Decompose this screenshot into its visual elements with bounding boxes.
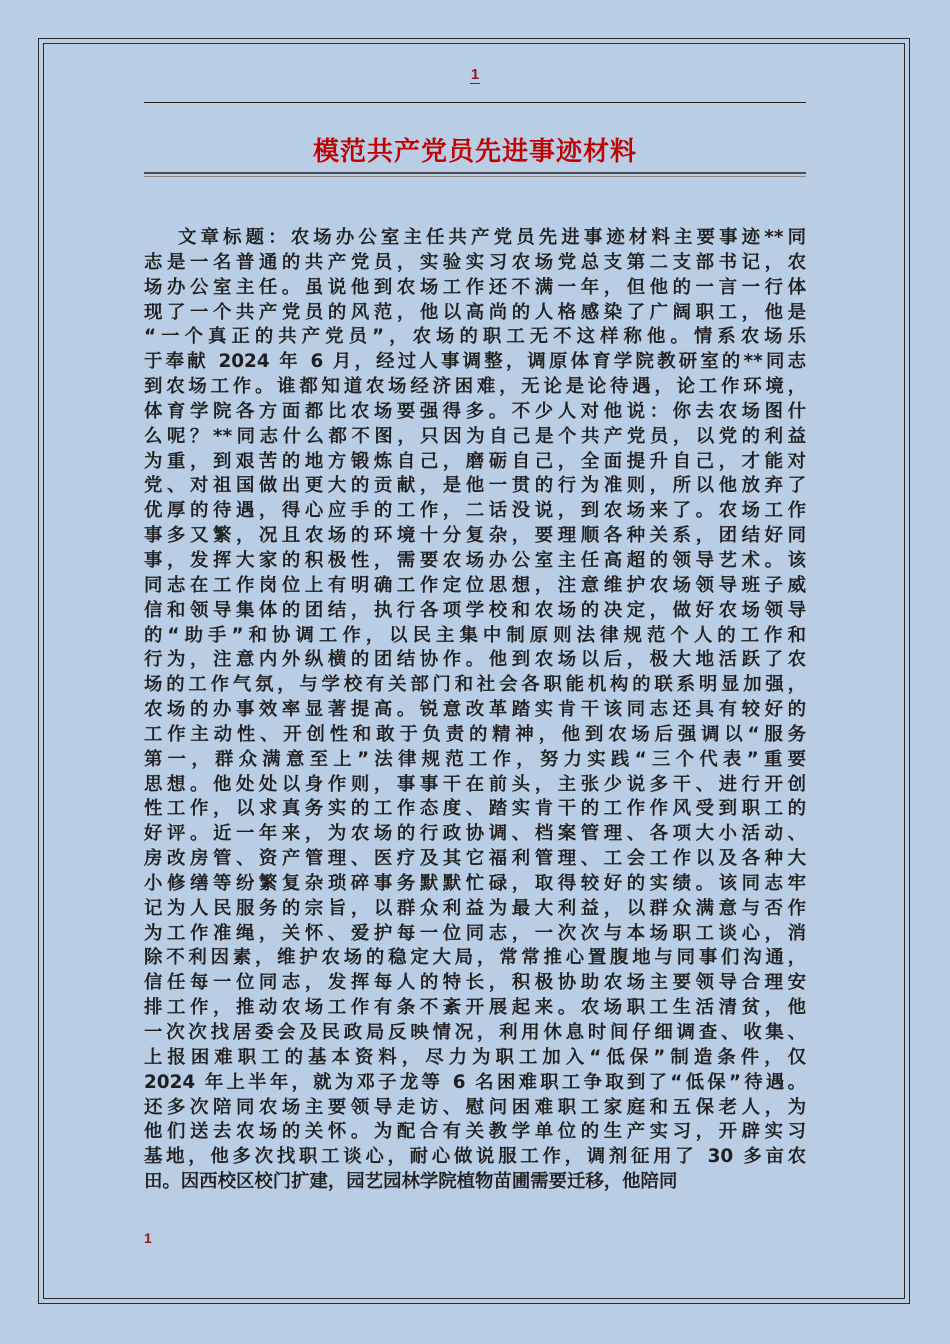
body-line: 信任每一位同志，发挥每人的特长，积极协助农场主要领导合理安 [144, 972, 806, 994]
footer-page-number: 1 [144, 1230, 152, 1246]
body-line: 除不利因素，维护农场的稳定大局，常常推心置腹地与同事们沟通， [144, 947, 806, 969]
body-line: 么呢？**同志什么都不图，只因为自己是个共产党员，以党的利益 [144, 425, 806, 447]
body-line: 行为，注意内外纵横的团结协作。他到农场以后，极大地活跃了农 [144, 649, 806, 671]
title-rule-secondary [144, 176, 806, 177]
body-line: 体育学院各方面都比农场要强得多。不少人对他说：你去农场图什 [144, 400, 806, 422]
header-rule [144, 102, 806, 103]
body-line: 为重，到艰苦的地方锻炼自己，磨砺自己，全面提升自己，才能对 [144, 450, 806, 472]
body-line: 现了一个共产党员的风范，他以高尚的人格感染了广阔职工，他是 [144, 301, 806, 323]
body-line: 房改房管、资产管理、医疗及其它福利管理、工会工作以及各种大 [144, 848, 806, 870]
body-line: 好评。近一年来，为农场的行政协调、档案管理、各项大小活动、 [144, 823, 806, 845]
body-line: 田。因西校区校门扩建，园艺园林学院植物苗圃需要迁移，他陪同 [144, 1171, 678, 1193]
body-line: 党、对祖国做出更大的贡献，是他一贯的行为准则，所以他放弃了 [144, 475, 806, 497]
body-line: 志是一名普通的共产党员，实验实习农场党总支第二支部书记，农 [144, 251, 806, 273]
title-rule [144, 172, 806, 174]
body-line: 优厚的待遇，得心应手的工作，二话没说，到农场来了。农场工作 [144, 500, 806, 522]
body-line: 场的工作气氛，与学校有关部门和社会各职能机构的联系明显加强， [144, 674, 806, 696]
body-line: “一个真正的共产党员”，农场的职工无不这样称他。情系农场乐 [144, 326, 806, 348]
body-line: 于奉献 2024 年 6 月，经过人事调整，调原体育学院教研室的**同志 [144, 351, 806, 373]
body-line: 事多又繁，况且农场的环境十分复杂，要理顺各种关系，团结好同 [144, 525, 806, 547]
body-line: 排工作，推动农场工作有条不紊开展起来。农场职工生活清贫，他 [144, 997, 806, 1019]
body-line: 为工作准绳，关怀、爱护每一位同志，一次次与本场职工谈心，消 [144, 922, 806, 944]
body-line: 事，发挥大家的积极性，需要农场办公室主任高超的领导艺术。该 [144, 549, 806, 571]
body-line: 记为人民服务的宗旨，以群众利益为最大利益，以群众满意与否作 [144, 897, 806, 919]
body-line: 上报困难职工的基本资料，尽力为职工加入“低保”制造条件，仅 [144, 1046, 806, 1068]
body-line: 一次次找居委会及民政局反映情况，利用休息时间仔细调查、收集、 [144, 1022, 806, 1043]
body-line: 的“助手”和协调工作，以民主集中制原则法律规范个人的工作和 [144, 624, 806, 646]
body-line: 第一，群众满意至上”法律规范工作，努力实践“三个代表”重要 [144, 748, 806, 770]
body-line: 他们送去农场的关怀。为配合有关教学单位的生产实习，开辟实习 [144, 1121, 806, 1143]
body-line: 小修缮等纷繁复杂琐碎事务默默忙碌，取得较好的实绩。该同志牢 [144, 872, 806, 894]
document-body [144, 226, 806, 1195]
header-page-number-text: 1 [470, 66, 480, 83]
header-page-number [0, 66, 950, 83]
body-line: 还多次陪同农场主要领导走访、慰问困难职工家庭和五保老人，为 [144, 1096, 806, 1118]
body-line: 农场的办事效率显著提高。锐意改革踏实肯干该同志还具有较好的 [144, 699, 806, 721]
document-title: 模范共产党员先进事迹材料 [312, 137, 637, 167]
body-line: 基地，他多次找职工谈心，耐心做说服工作，调剂征用了 30 多亩农 [144, 1146, 806, 1168]
body-line: 工作主动性、开创性和敢于负责的精神，他到农场后强调以“服务 [144, 723, 806, 745]
body-line: 性工作，以求真务实的工作态度、踏实肯干的工作作风受到职工的 [144, 798, 806, 820]
body-line: 2024 年上半年，就为邓子龙等 6 名困难职工争取到了“低保”待遇。 [144, 1071, 806, 1093]
body-line: 思想。他处处以身作则，事事干在前头，主张少说多干、进行开创 [144, 773, 806, 795]
body-line: 到农场工作。谁都知道农场经济困难，无论是论待遇，论工作环境， [144, 376, 806, 398]
body-line: 信和领导集体的团结，执行各项学校和农场的决定，做好农场领导 [144, 599, 806, 621]
body-line: 场办公室主任。虽说他到农场工作还不满一年，但他的一言一行体 [144, 276, 806, 298]
body-line: 同志在工作岗位上有明确工作定位思想，注意维护农场领导班子威 [144, 574, 806, 596]
body-line: 文章标题：农场办公室主任共产党员先进事迹材料主要事迹**同 [178, 227, 806, 248]
